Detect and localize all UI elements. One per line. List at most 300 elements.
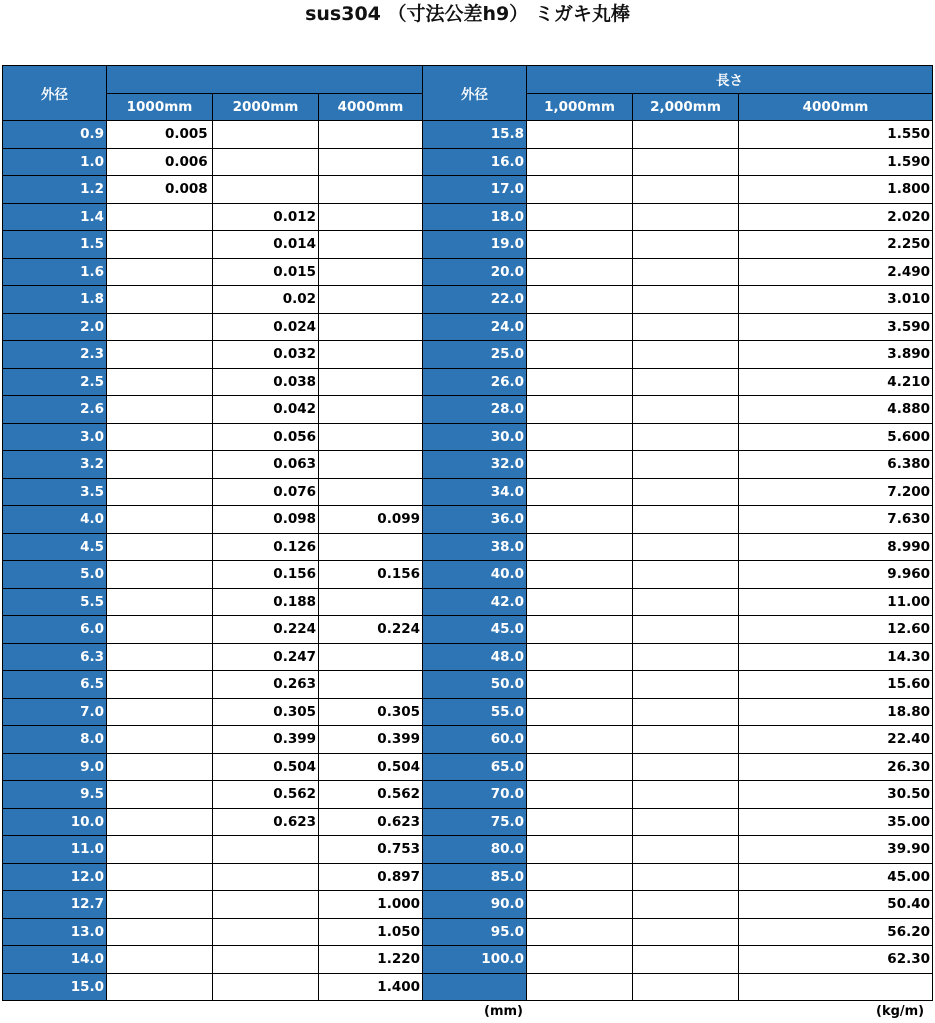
- right-diameter-cell: 30.0: [423, 423, 527, 451]
- left-weight-cell: 0.623: [319, 808, 423, 836]
- left-weight-cell: 0.099: [319, 506, 423, 534]
- left-weight-cell: [107, 891, 213, 919]
- left-weight-cell: [319, 588, 423, 616]
- table-row: [3, 203, 933, 231]
- right-weight-cell: [527, 946, 633, 974]
- right-diameter-cell: 15.8: [423, 121, 527, 149]
- right-weight-cell: [633, 451, 739, 479]
- left-weight-cell: 0.032: [213, 341, 319, 369]
- left-weight-cell: 0.224: [319, 616, 423, 644]
- left-weight-cell: 0.056: [213, 423, 319, 451]
- right-diameter-cell: 20.0: [423, 258, 527, 286]
- left-weight-cell: [107, 726, 213, 754]
- table-row: [3, 588, 933, 616]
- left-weight-cell: 0.024: [213, 313, 319, 341]
- right-diameter-cell: 65.0: [423, 753, 527, 781]
- right-diameter-cell: 19.0: [423, 231, 527, 259]
- left-weight-cell: [107, 863, 213, 891]
- right-weight-cell: [633, 148, 739, 176]
- right-length-header: 長さ: [527, 66, 933, 94]
- left-weight-cell: [107, 781, 213, 809]
- right-weight-cell: 8.990: [739, 533, 933, 561]
- left-weight-cell: [319, 643, 423, 671]
- left-weight-cell: [107, 836, 213, 864]
- right-diameter-cell: 55.0: [423, 698, 527, 726]
- right-weight-cell: [527, 836, 633, 864]
- table-row: [3, 561, 933, 589]
- right-weight-cell: [633, 478, 739, 506]
- left-weight-cell: 0.042: [213, 396, 319, 424]
- left-diameter-cell: 9.5: [3, 781, 107, 809]
- left-weight-cell: [107, 396, 213, 424]
- right-weight-cell: 7.630: [739, 506, 933, 534]
- left-weight-cell: 0.063: [213, 451, 319, 479]
- right-weight-cell: 45.00: [739, 863, 933, 891]
- right-weight-cell: 62.30: [739, 946, 933, 974]
- right-weight-cell: [527, 203, 633, 231]
- right-diameter-cell: 32.0: [423, 451, 527, 479]
- left-weight-cell: [107, 341, 213, 369]
- right-weight-cell: 15.60: [739, 671, 933, 699]
- right-weight-cell: [527, 286, 633, 314]
- left-weight-cell: 0.247: [213, 643, 319, 671]
- table-row: [3, 726, 933, 754]
- right-weight-cell: 3.890: [739, 341, 933, 369]
- right-weight-cell: 4.210: [739, 368, 933, 396]
- weight-unit-label: (kg/m): [876, 1004, 925, 1019]
- right-weight-cell: [527, 341, 633, 369]
- left-diameter-cell: 12.7: [3, 891, 107, 919]
- table-row: [3, 423, 933, 451]
- left-weight-cell: 0.753: [319, 836, 423, 864]
- right-weight-cell: 50.40: [739, 891, 933, 919]
- left-diameter-cell: 9.0: [3, 753, 107, 781]
- left-weight-cell: 0.399: [319, 726, 423, 754]
- right-weight-cell: [633, 231, 739, 259]
- table-row: [3, 918, 933, 946]
- left-weight-cell: [107, 643, 213, 671]
- left-weight-cell: 0.076: [213, 478, 319, 506]
- right-weight-cell: 26.30: [739, 753, 933, 781]
- right-weight-cell: [633, 588, 739, 616]
- page-title: sus304 （寸法公差h9） ミガキ丸棒: [305, 3, 630, 25]
- table-row: [3, 368, 933, 396]
- right-diameter-cell: 48.0: [423, 643, 527, 671]
- left-diameter-cell: 1.4: [3, 203, 107, 231]
- right-weight-cell: 18.80: [739, 698, 933, 726]
- right-weight-cell: [527, 533, 633, 561]
- right-weight-cell: [527, 891, 633, 919]
- left-weight-cell: [107, 451, 213, 479]
- left-weight-cell: [319, 671, 423, 699]
- table-row: [3, 533, 933, 561]
- right-weight-cell: 39.90: [739, 836, 933, 864]
- left-weight-cell: [107, 973, 213, 1001]
- left-diameter-cell: 2.5: [3, 368, 107, 396]
- right-weight-cell: [633, 423, 739, 451]
- right-diameter-cell: 70.0: [423, 781, 527, 809]
- table-row: [3, 698, 933, 726]
- left-weight-cell: 0.224: [213, 616, 319, 644]
- right-weight-cell: [527, 148, 633, 176]
- left-weight-cell: 0.156: [213, 561, 319, 589]
- right-weight-cell: 6.380: [739, 451, 933, 479]
- left-weight-cell: 0.126: [213, 533, 319, 561]
- table-row: [3, 396, 933, 424]
- left-weight-cell: 0.008: [107, 176, 213, 204]
- left-diameter-cell: 15.0: [3, 973, 107, 1001]
- right-diameter-cell: [423, 973, 527, 1001]
- left-weight-cell: 1.050: [319, 918, 423, 946]
- left-weight-cell: [107, 478, 213, 506]
- right-diameter-cell: 28.0: [423, 396, 527, 424]
- table-row: [3, 753, 933, 781]
- left-diameter-cell: 3.5: [3, 478, 107, 506]
- left-weight-cell: [319, 478, 423, 506]
- left-weight-cell: 0.156: [319, 561, 423, 589]
- table-row: [3, 478, 933, 506]
- left-weight-cell: [107, 561, 213, 589]
- left-diameter-cell: 10.0: [3, 808, 107, 836]
- left-diameter-cell: 5.0: [3, 561, 107, 589]
- right-weight-cell: [527, 918, 633, 946]
- right-diameter-cell: 26.0: [423, 368, 527, 396]
- left-weight-cell: 1.400: [319, 973, 423, 1001]
- right-weight-cell: [633, 506, 739, 534]
- right-weight-cell: [527, 258, 633, 286]
- left-diameter-cell: 1.5: [3, 231, 107, 259]
- left-weight-cell: [107, 698, 213, 726]
- right-weight-cell: [527, 643, 633, 671]
- left-weight-cell: 1.000: [319, 891, 423, 919]
- left-weight-cell: [107, 918, 213, 946]
- right-weight-cell: [633, 753, 739, 781]
- left-weight-cell: 0.562: [213, 781, 319, 809]
- weight-table: [2, 65, 933, 1001]
- right-col-header: 4000mm: [739, 93, 933, 121]
- left-weight-cell: [107, 753, 213, 781]
- right-weight-cell: [633, 561, 739, 589]
- right-weight-cell: 11.00: [739, 588, 933, 616]
- table-row: [3, 973, 933, 1001]
- diameter-unit-label: (mm): [484, 1004, 523, 1019]
- right-weight-cell: [633, 313, 739, 341]
- right-weight-cell: 30.50: [739, 781, 933, 809]
- right-weight-cell: [527, 671, 633, 699]
- table-row: [3, 258, 933, 286]
- left-weight-cell: 0.005: [107, 121, 213, 149]
- left-diameter-cell: 2.3: [3, 341, 107, 369]
- right-weight-cell: 14.30: [739, 643, 933, 671]
- left-col-header: 1000mm: [107, 93, 213, 121]
- table-row: [3, 836, 933, 864]
- right-weight-cell: 1.800: [739, 176, 933, 204]
- right-weight-cell: 5.600: [739, 423, 933, 451]
- right-col-header: 2,000mm: [633, 93, 739, 121]
- left-weight-cell: [107, 616, 213, 644]
- left-weight-cell: [319, 423, 423, 451]
- left-weight-cell: 0.098: [213, 506, 319, 534]
- left-diameter-cell: 2.0: [3, 313, 107, 341]
- right-weight-cell: [633, 698, 739, 726]
- right-diameter-cell: 36.0: [423, 506, 527, 534]
- right-weight-cell: 3.010: [739, 286, 933, 314]
- right-weight-cell: [527, 231, 633, 259]
- table-row: [3, 616, 933, 644]
- right-weight-cell: [633, 918, 739, 946]
- header-row-1: [3, 66, 933, 94]
- left-weight-cell: [319, 148, 423, 176]
- left-weight-cell: [319, 176, 423, 204]
- left-diameter-cell: 1.6: [3, 258, 107, 286]
- left-weight-cell: [107, 506, 213, 534]
- left-weight-cell: 0.305: [319, 698, 423, 726]
- right-weight-cell: 9.960: [739, 561, 933, 589]
- right-weight-cell: [527, 616, 633, 644]
- left-diameter-cell: 6.5: [3, 671, 107, 699]
- right-weight-cell: [633, 616, 739, 644]
- left-weight-cell: [107, 588, 213, 616]
- right-diameter-cell: 22.0: [423, 286, 527, 314]
- left-weight-cell: 0.504: [213, 753, 319, 781]
- left-weight-cell: [213, 863, 319, 891]
- left-weight-cell: 0.02: [213, 286, 319, 314]
- right-diameter-cell: 38.0: [423, 533, 527, 561]
- right-weight-cell: 3.590: [739, 313, 933, 341]
- table-row: [3, 341, 933, 369]
- left-weight-cell: [213, 836, 319, 864]
- right-diameter-cell: 34.0: [423, 478, 527, 506]
- right-diameter-cell: 50.0: [423, 671, 527, 699]
- right-weight-cell: 2.250: [739, 231, 933, 259]
- left-weight-cell: 0.623: [213, 808, 319, 836]
- left-weight-cell: [107, 368, 213, 396]
- left-diameter-cell: 5.5: [3, 588, 107, 616]
- right-weight-cell: [633, 891, 739, 919]
- right-weight-cell: [633, 121, 739, 149]
- left-diameter-cell: 4.5: [3, 533, 107, 561]
- right-diameter-cell: 25.0: [423, 341, 527, 369]
- left-weight-cell: [319, 258, 423, 286]
- right-weight-cell: [633, 808, 739, 836]
- right-weight-cell: [527, 368, 633, 396]
- right-weight-cell: 12.60: [739, 616, 933, 644]
- left-weight-cell: [213, 176, 319, 204]
- left-weight-cell: 0.263: [213, 671, 319, 699]
- left-weight-cell: 0.399: [213, 726, 319, 754]
- left-weight-cell: [319, 341, 423, 369]
- right-weight-cell: [633, 533, 739, 561]
- right-weight-cell: [527, 121, 633, 149]
- right-diameter-cell: 18.0: [423, 203, 527, 231]
- left-weight-cell: [107, 258, 213, 286]
- left-diameter-cell: 12.0: [3, 863, 107, 891]
- left-weight-cell: [107, 313, 213, 341]
- left-weight-cell: [319, 396, 423, 424]
- right-weight-cell: [739, 973, 933, 1001]
- right-weight-cell: [527, 451, 633, 479]
- left-diameter-cell: 3.2: [3, 451, 107, 479]
- left-weight-cell: [107, 671, 213, 699]
- left-diameter-cell: 4.0: [3, 506, 107, 534]
- right-weight-cell: [527, 478, 633, 506]
- left-weight-cell: [213, 973, 319, 1001]
- left-diameter-cell: 1.0: [3, 148, 107, 176]
- left-diameter-cell: 2.6: [3, 396, 107, 424]
- left-weight-cell: 0.897: [319, 863, 423, 891]
- left-weight-cell: [107, 808, 213, 836]
- left-diameter-cell: 1.8: [3, 286, 107, 314]
- left-diameter-cell: 11.0: [3, 836, 107, 864]
- table-row: [3, 643, 933, 671]
- left-weight-cell: 0.012: [213, 203, 319, 231]
- left-col-header: 4000mm: [319, 93, 423, 121]
- right-weight-cell: 2.020: [739, 203, 933, 231]
- table-row: [3, 451, 933, 479]
- left-weight-cell: 0.015: [213, 258, 319, 286]
- left-weight-cell: [107, 203, 213, 231]
- right-weight-cell: [633, 863, 739, 891]
- table-row: [3, 808, 933, 836]
- right-weight-cell: [527, 808, 633, 836]
- right-weight-cell: [633, 671, 739, 699]
- left-diameter-header: 外径: [3, 66, 107, 121]
- right-diameter-cell: 95.0: [423, 918, 527, 946]
- left-diameter-cell: 6.0: [3, 616, 107, 644]
- left-weight-cell: [107, 946, 213, 974]
- left-weight-cell: [319, 368, 423, 396]
- right-weight-cell: 4.880: [739, 396, 933, 424]
- left-diameter-cell: 6.3: [3, 643, 107, 671]
- table-row: [3, 286, 933, 314]
- right-weight-cell: [527, 313, 633, 341]
- table-row: [3, 313, 933, 341]
- table-row: [3, 781, 933, 809]
- right-weight-cell: 7.200: [739, 478, 933, 506]
- right-weight-cell: [527, 726, 633, 754]
- table-row: [3, 231, 933, 259]
- right-diameter-cell: 45.0: [423, 616, 527, 644]
- table-row: [3, 671, 933, 699]
- left-weight-cell: 1.220: [319, 946, 423, 974]
- right-weight-cell: [633, 973, 739, 1001]
- left-diameter-cell: 13.0: [3, 918, 107, 946]
- left-weight-cell: [213, 918, 319, 946]
- right-weight-cell: [527, 506, 633, 534]
- right-weight-cell: [633, 341, 739, 369]
- left-diameter-cell: 0.9: [3, 121, 107, 149]
- right-weight-cell: [527, 753, 633, 781]
- right-weight-cell: [633, 176, 739, 204]
- right-weight-cell: [527, 396, 633, 424]
- right-diameter-cell: 17.0: [423, 176, 527, 204]
- right-weight-cell: [527, 698, 633, 726]
- right-diameter-cell: 60.0: [423, 726, 527, 754]
- right-weight-cell: [527, 781, 633, 809]
- left-weight-cell: [319, 121, 423, 149]
- right-diameter-cell: 16.0: [423, 148, 527, 176]
- left-weight-cell: [107, 423, 213, 451]
- left-weight-cell: 0.504: [319, 753, 423, 781]
- right-diameter-header: 外径: [423, 66, 527, 121]
- right-diameter-cell: 100.0: [423, 946, 527, 974]
- left-weight-cell: 0.006: [107, 148, 213, 176]
- left-diameter-cell: 14.0: [3, 946, 107, 974]
- table-row: [3, 148, 933, 176]
- right-weight-cell: [633, 726, 739, 754]
- left-weight-cell: [213, 121, 319, 149]
- left-weight-cell: [319, 203, 423, 231]
- right-weight-cell: [633, 368, 739, 396]
- right-weight-cell: [633, 836, 739, 864]
- left-weight-cell: [213, 891, 319, 919]
- right-weight-cell: [527, 423, 633, 451]
- table-row: [3, 891, 933, 919]
- left-weight-cell: [319, 286, 423, 314]
- right-weight-cell: 1.590: [739, 148, 933, 176]
- right-weight-cell: [527, 863, 633, 891]
- right-weight-cell: 22.40: [739, 726, 933, 754]
- right-weight-cell: 56.20: [739, 918, 933, 946]
- right-weight-cell: [527, 588, 633, 616]
- left-weight-cell: 0.038: [213, 368, 319, 396]
- right-weight-cell: [633, 286, 739, 314]
- left-diameter-cell: 1.2: [3, 176, 107, 204]
- table-row: [3, 946, 933, 974]
- right-diameter-cell: 24.0: [423, 313, 527, 341]
- left-weight-cell: 0.305: [213, 698, 319, 726]
- right-weight-cell: 35.00: [739, 808, 933, 836]
- left-weight-cell: 0.014: [213, 231, 319, 259]
- left-diameter-cell: 3.0: [3, 423, 107, 451]
- right-weight-cell: [633, 396, 739, 424]
- left-weight-cell: [107, 533, 213, 561]
- right-weight-cell: [633, 203, 739, 231]
- right-diameter-cell: 40.0: [423, 561, 527, 589]
- left-weight-cell: 0.562: [319, 781, 423, 809]
- table-row: [3, 121, 933, 149]
- left-weight-cell: [213, 148, 319, 176]
- table-row: [3, 863, 933, 891]
- left-length-header: [107, 66, 423, 94]
- right-weight-cell: [527, 176, 633, 204]
- left-weight-cell: [319, 313, 423, 341]
- left-diameter-cell: 7.0: [3, 698, 107, 726]
- right-diameter-cell: 75.0: [423, 808, 527, 836]
- left-weight-cell: [107, 286, 213, 314]
- left-weight-cell: 0.188: [213, 588, 319, 616]
- right-weight-cell: [527, 561, 633, 589]
- left-weight-cell: [107, 231, 213, 259]
- table-row: [3, 176, 933, 204]
- left-weight-cell: [319, 533, 423, 561]
- right-diameter-cell: 90.0: [423, 891, 527, 919]
- right-weight-cell: [633, 643, 739, 671]
- right-diameter-cell: 85.0: [423, 863, 527, 891]
- right-weight-cell: [633, 258, 739, 286]
- left-diameter-cell: 8.0: [3, 726, 107, 754]
- right-weight-cell: [633, 946, 739, 974]
- table-row: [3, 506, 933, 534]
- right-weight-cell: 1.550: [739, 121, 933, 149]
- left-weight-cell: [213, 946, 319, 974]
- left-weight-cell: [319, 451, 423, 479]
- right-diameter-cell: 42.0: [423, 588, 527, 616]
- left-weight-cell: [319, 231, 423, 259]
- right-weight-cell: [527, 973, 633, 1001]
- right-weight-cell: 2.490: [739, 258, 933, 286]
- left-col-header: 2000mm: [213, 93, 319, 121]
